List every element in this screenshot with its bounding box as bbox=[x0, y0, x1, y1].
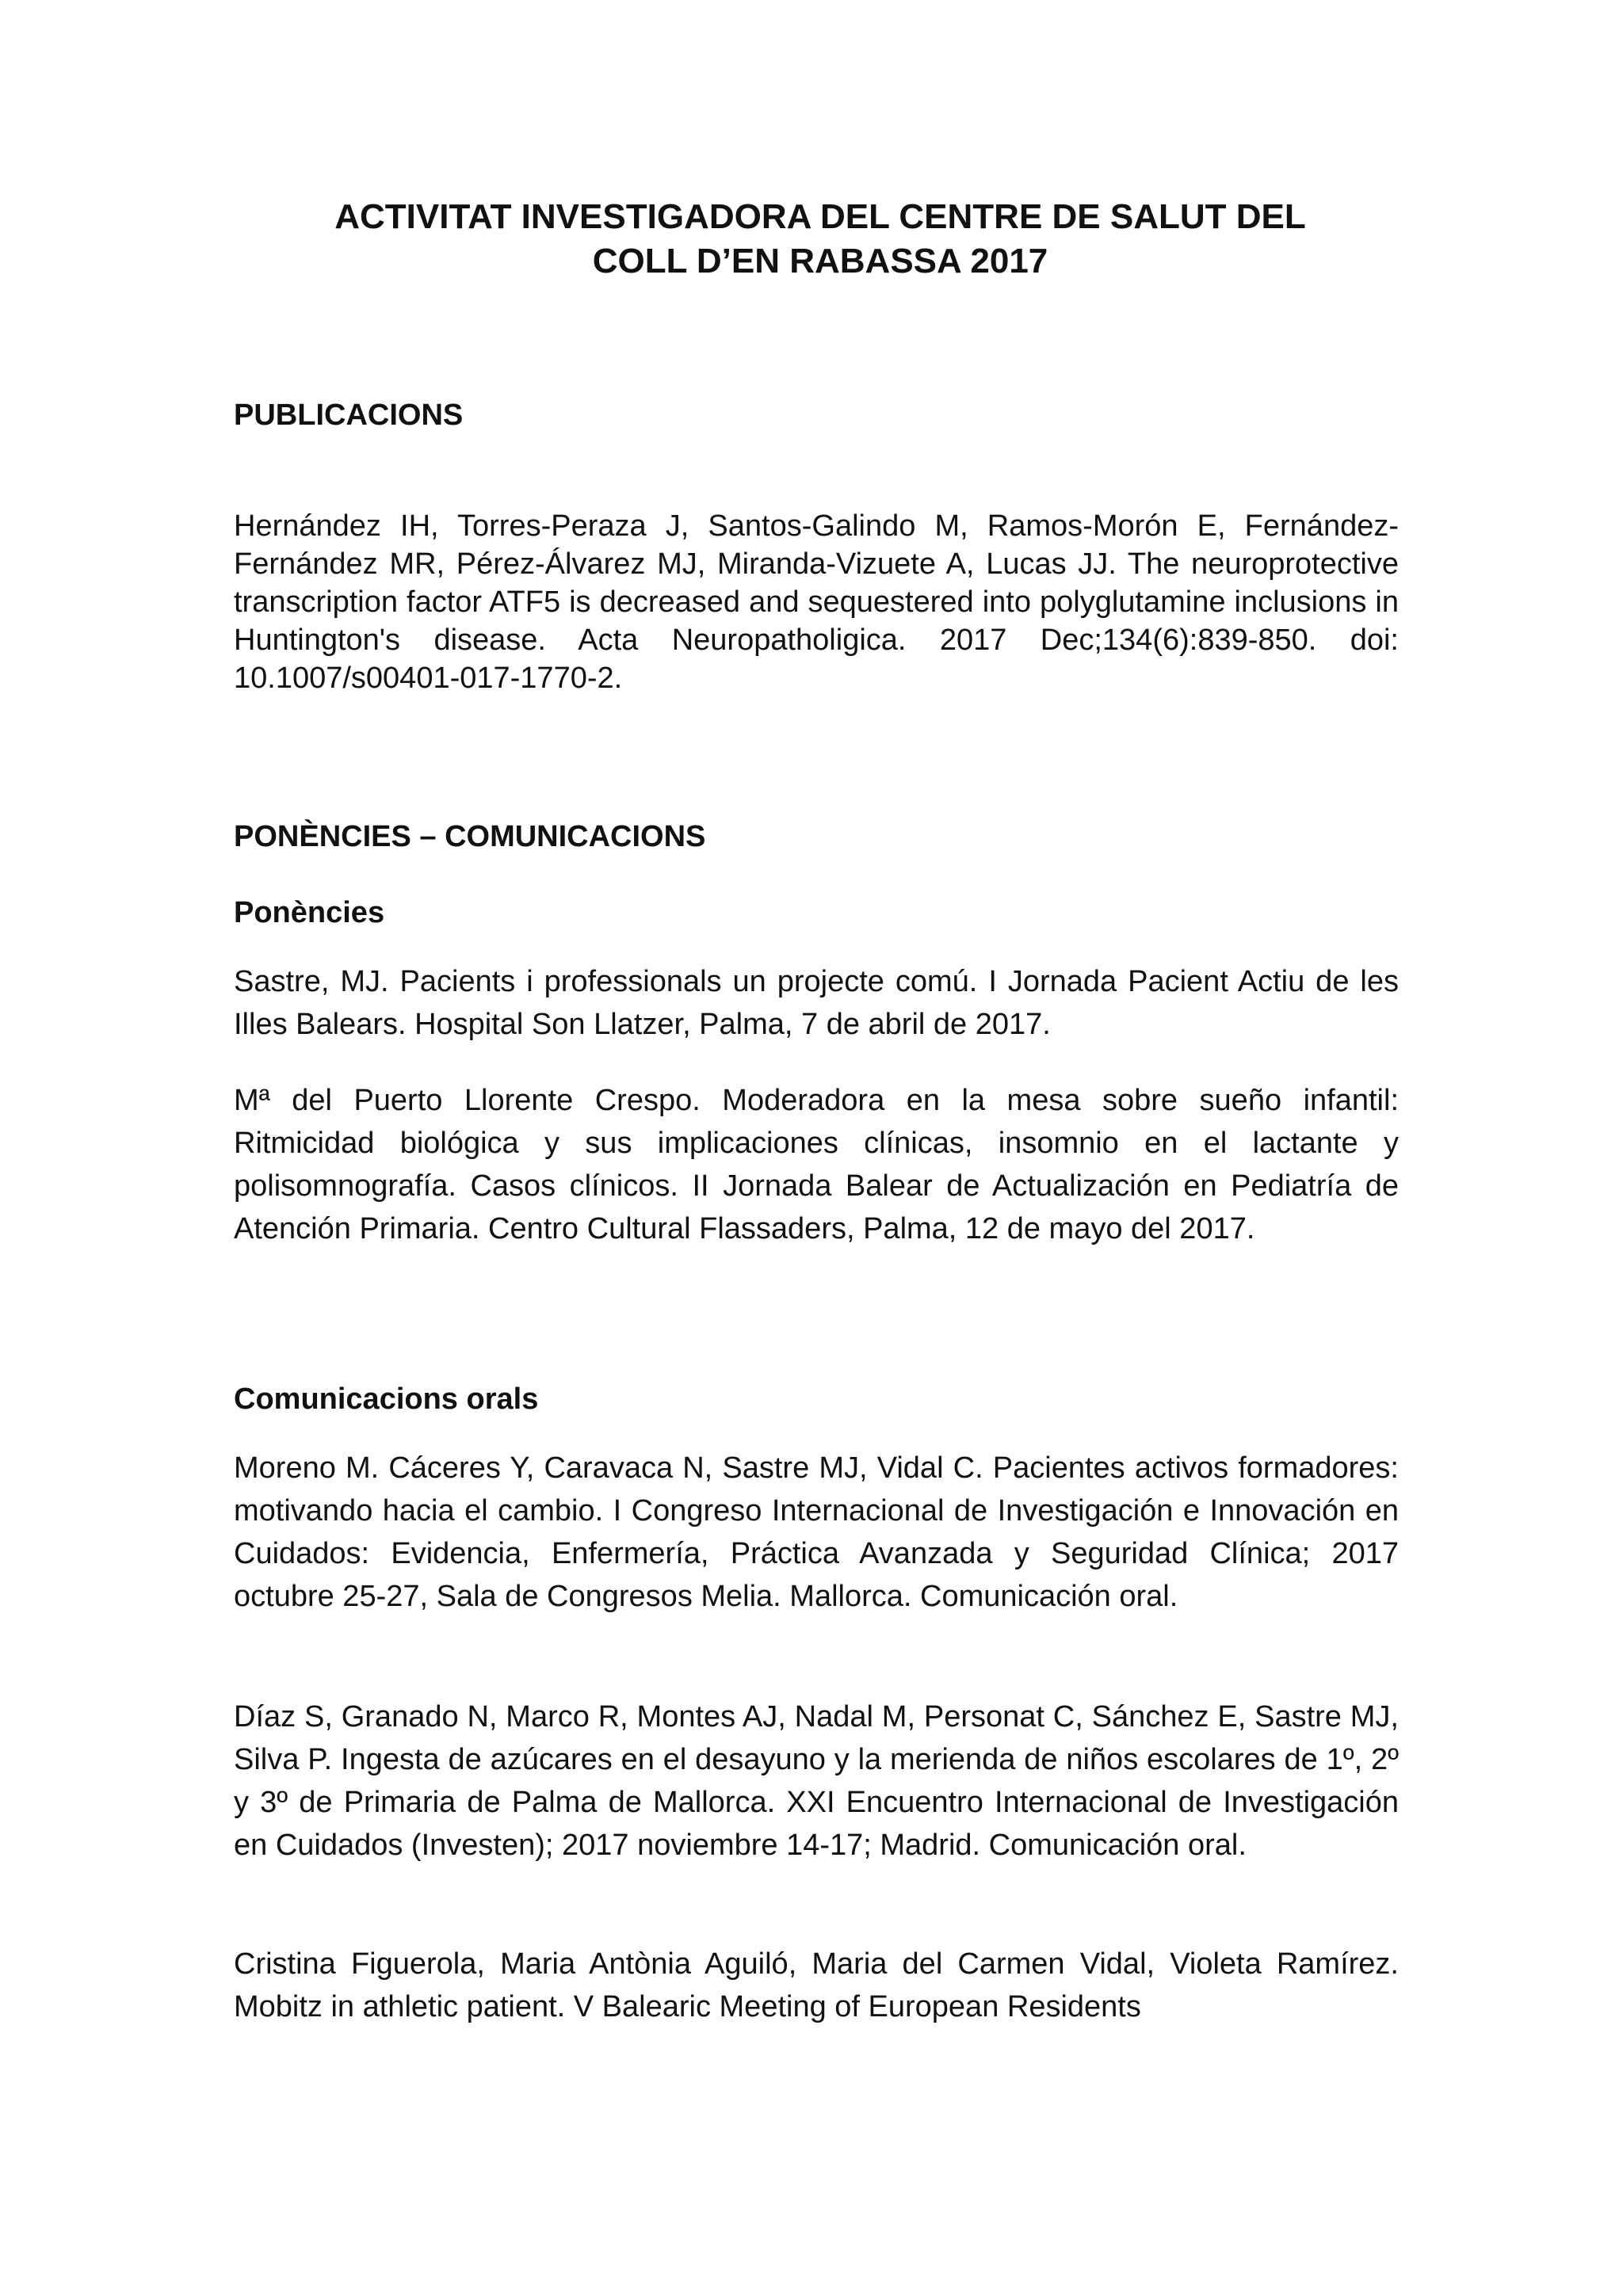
ponencies-subheading: Ponències bbox=[234, 896, 385, 929]
document-title-line-1: ACTIVITAT INVESTIGADORA DEL CENTRE DE SALUT DEL bbox=[334, 197, 1306, 236]
ponencia-entry: Sastre, MJ. Pacients i professionals un projecte comú. I Jornada Pacient Actiu de les Illes Balears. Hospital Son Llatzer, Palma, 7 de abril de 2017. bbox=[234, 965, 1399, 1041]
comunicacions-orals-subheading: Comunicacions orals bbox=[234, 1383, 539, 1416]
document-title-line-2: COLL D’EN RABASSA 2017 bbox=[592, 242, 1048, 280]
comunicacio-oral-entry: Cristina Figuerola, Maria Antònia Aguiló, Maria del Carmen Vidal, Violeta Ramírez. Mobitz in athletic patient. V Balearic Meeting of European Residents bbox=[234, 1947, 1399, 2023]
ponencia-entry: Mª del Puerto Llorente Crespo. Moderadora en la mesa sobre sueño infantil: Ritmicidad biológica y sus implicaciones clínicas, insomnio en el lactante y polisomnografía. Casos clínicos. II Jornada Balear de Actualización en Pediatría de Atención Primaria. Centro Cultural Flassaders, Palma, 12 de mayo del 2017. bbox=[234, 1084, 1399, 1245]
comunicacio-oral-entry: Moreno M. Cáceres Y, Caravaca N, Sastre MJ, Vidal C. Pacientes activos formadores: motivando hacia el cambio. I Congreso Internacional de Investigación e Innovación en Cuidados: Evidencia, Enfermería, Práctica Avanzada y Seguridad Clínica; 2017 octubre 25-27, Sala de Congresos Melia. Mallorca. Comunicación oral. bbox=[234, 1451, 1399, 1613]
publication-entry: Hernández IH, Torres-Peraza J, Santos-Galindo M, Ramos-Morón E, Fernández-Fernández MR, Pérez-Álvarez MJ, Miranda-Vizuete A, Lucas JJ. The neuroprotective transcription factor ATF5 is decreased and sequestered into polyglutamine inclusions in Huntington's disease. Acta Neuropatholigica. 2017 Dec;134(6):839-850. doi: 10.1007/s00401-017-1770-2. bbox=[234, 509, 1399, 695]
document-title bbox=[234, 195, 1407, 284]
comunicacio-oral-entry: Díaz S, Granado N, Marco R, Montes AJ, Nadal M, Personat C, Sánchez E, Sastre MJ, Silva P. Ingesta de azúcares en el desayuno y la merienda de niños escolares de 1º, 2º y 3º de Primaria de Palma de Mallorca. XXI Encuentro Internacional de Investigación en Cuidados (Investen); 2017 noviembre 14-17; Madrid. Comunicación oral. bbox=[234, 1700, 1399, 1862]
ponencies-comunicacions-heading: PONÈNCIES – COMUNICACIONS bbox=[234, 820, 706, 853]
publications-heading: PUBLICACIONS bbox=[234, 399, 464, 432]
